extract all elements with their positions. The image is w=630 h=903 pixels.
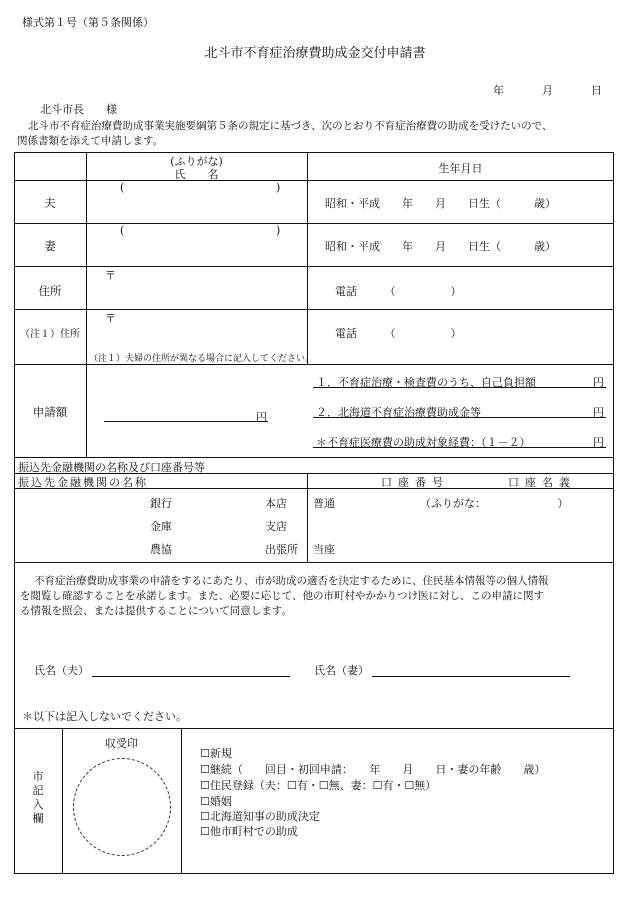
check-new[interactable]: ☐新規 bbox=[200, 747, 232, 760]
row-line bbox=[14, 728, 614, 729]
address-note: （注１）夫婦の住所が異なる場合に記入してください。 bbox=[89, 354, 315, 364]
branch-shucchojo: 出張所 bbox=[265, 543, 298, 556]
office-use-note: ＊以下は記入しないでください。 bbox=[22, 710, 187, 723]
row-line bbox=[14, 364, 614, 365]
wife-label: 妻 bbox=[44, 239, 56, 253]
row-line bbox=[14, 223, 614, 224]
date-day: 日 bbox=[591, 84, 602, 97]
amount-item-3-underline bbox=[313, 447, 606, 448]
consent-line-1: 不育症治療費助成事業の申請をするにあたり、市が助成の適否を決定するために、住民基本情報等の個人情報 bbox=[34, 575, 549, 587]
account-number-header: 口座番号 bbox=[381, 476, 449, 489]
branch-shiten: 支店 bbox=[265, 520, 287, 533]
birthdate-header: 生年月日 bbox=[438, 162, 483, 175]
wife-furigana-open: ( bbox=[120, 224, 125, 237]
col-line bbox=[86, 152, 87, 457]
date-year: 年 bbox=[493, 84, 504, 97]
check-hokkaido-subsidy[interactable]: ☐北海道知事の助成決定 bbox=[200, 810, 320, 823]
date-month: 月 bbox=[542, 84, 553, 97]
signature-wife-label: 氏名（妻） bbox=[314, 664, 369, 677]
check-other-municipality[interactable]: ☐他市町村での助成 bbox=[200, 825, 298, 838]
office-side-char: 入 bbox=[32, 798, 44, 811]
intro-line-2: 関係書類を添えて申請します。 bbox=[17, 135, 164, 147]
check-continuation[interactable]: ☐継続（ 回目・初回申請： 年 月 日・妻の年齢 歳） bbox=[200, 763, 546, 776]
amount-item-2: ２．北海道不育症治療費助成金等 bbox=[316, 406, 481, 419]
row-line bbox=[14, 562, 614, 563]
husband-furigana-close: ) bbox=[276, 181, 281, 194]
address-phone: 電話 （ ） bbox=[335, 285, 462, 298]
receipt-stamp-label: 収受印 bbox=[105, 737, 138, 750]
address-postal-mark: 〒 bbox=[105, 269, 116, 282]
amount-item-3-yen: 円 bbox=[593, 436, 604, 449]
amount-item-2-underline bbox=[313, 417, 606, 418]
account-holder-header: 口座名義 bbox=[508, 476, 576, 489]
col-line bbox=[307, 473, 308, 562]
bank-type-ginko: 銀行 bbox=[150, 497, 172, 510]
name-header: 氏 名 bbox=[174, 168, 219, 181]
row-line bbox=[14, 266, 614, 267]
amount-label: 申請額 bbox=[32, 405, 68, 419]
form-title: 北斗市不育症治療費助成金交付申請書 bbox=[204, 46, 426, 61]
husband-furigana-open: ( bbox=[120, 181, 125, 194]
address-note-label: （注１）住所 bbox=[20, 329, 80, 340]
bank-type-kinko: 金庫 bbox=[150, 520, 172, 533]
receipt-stamp-circle bbox=[73, 758, 171, 856]
row-line bbox=[14, 309, 614, 310]
husband-birthdate: 昭和・平成 年 月 日生（ 歳） bbox=[325, 197, 556, 210]
signature-husband-line bbox=[92, 676, 290, 677]
amount-item-1-underline bbox=[313, 387, 606, 388]
check-marriage[interactable]: ☐婚姻 bbox=[200, 795, 232, 808]
account-type-toza: 当座 bbox=[313, 543, 335, 556]
form-number: 様式第１号（第５条関係） bbox=[22, 16, 154, 29]
address2-postal-mark: 〒 bbox=[105, 312, 116, 325]
col-line bbox=[181, 728, 182, 874]
amount-item-1-yen: 円 bbox=[593, 376, 604, 389]
wife-furigana-close: ) bbox=[276, 224, 281, 237]
signature-husband-label: 氏名（夫） bbox=[34, 664, 89, 677]
office-side-char: 市 bbox=[32, 770, 44, 783]
branch-honten: 本店 bbox=[265, 497, 287, 510]
husband-label: 夫 bbox=[44, 196, 56, 210]
consent-line-3: る情報を照会、または提供することについて同意します。 bbox=[20, 605, 292, 617]
amount-yen: 円 bbox=[256, 411, 267, 424]
amount-item-1: １．不育症治療・検査費のうち、自己負担額 bbox=[316, 376, 536, 389]
wife-birthdate: 昭和・平成 年 月 日生（ 歳） bbox=[325, 240, 556, 253]
signature-wife-line bbox=[372, 676, 570, 677]
amount-item-3: ＊不育症医療費の助成対象経費：（１－２） bbox=[316, 436, 531, 449]
check-resident-registration[interactable]: ☐住民登録（夫：☐有・☐無、妻：☐有・☐無） bbox=[200, 779, 437, 792]
bank-type-nokyo: 農協 bbox=[150, 543, 172, 556]
bank-name-header: 振込先金融機関の名称 bbox=[18, 476, 148, 489]
office-side-label bbox=[14, 770, 62, 826]
bank-section-title: 振込先金融機関の名称及び口座番号等 bbox=[18, 461, 205, 474]
amount-item-2-yen: 円 bbox=[593, 406, 604, 419]
amount-underline bbox=[104, 421, 268, 422]
account-furigana: （ふりがな： ） bbox=[420, 497, 569, 510]
addressee: 北斗市長 様 bbox=[40, 103, 117, 116]
office-side-char: 記 bbox=[32, 784, 44, 797]
address-label: 住所 bbox=[38, 284, 62, 298]
furigana-label: (ふりがな) bbox=[170, 155, 223, 168]
consent-line-2: を閲覧し確認することを承諾します。また、必要に応じて、他の市町村やかかりつけ医に対し、この申請に関す bbox=[20, 590, 544, 602]
intro-line-1: 北斗市不育症治療費助成事業実施要綱第５条の規定に基づき、次のとおり不育症治療費の助成を受けたいので、 bbox=[28, 120, 553, 132]
account-type-futsu: 普通 bbox=[313, 497, 335, 510]
row-line bbox=[14, 457, 614, 458]
address2-phone: 電話 （ ） bbox=[335, 327, 462, 340]
office-side-char: 欄 bbox=[32, 812, 44, 825]
